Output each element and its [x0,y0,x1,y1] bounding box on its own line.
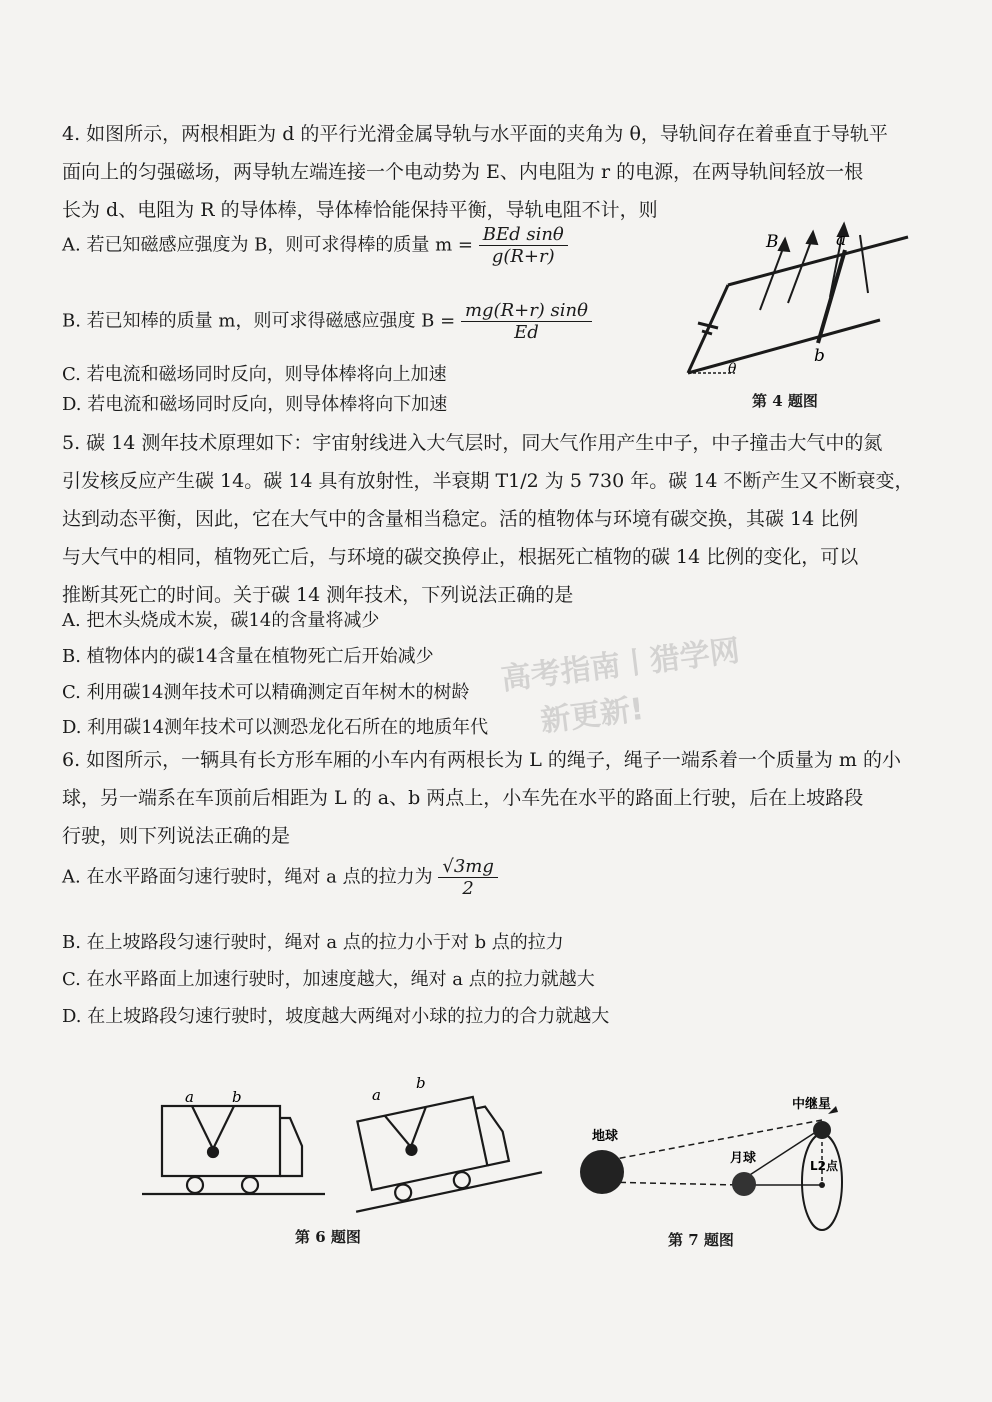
q6-wheel-2-flat [242,1177,258,1193]
q6-label-b-slope: b [416,1074,426,1092]
q6-option-d: D. 在上坡路段匀速行驶时，坡度越大两绳对小球的拉力的合力就越大 [62,1006,610,1027]
q6-option-a-fraction [438,856,498,899]
q7-figure-caption: 第 7 题图 [668,1231,734,1249]
q7-l2-point [819,1182,825,1188]
q6-option-a-text: A. 在水平路面匀速行驶时，绳对 a 点的拉力为 [62,866,433,888]
q7-relay-satellite [813,1121,831,1139]
q4-field-line-4 [860,235,868,293]
q6-option-c: C. 在水平路面上加速行驶时，加速度越大，绳对 a 点的拉力就越大 [62,969,595,990]
q4-option-a-fraction [479,224,568,267]
q4-label-theta: θ [728,361,737,377]
q6-option-a-numerator: √3mg [438,856,498,878]
q6-figure-caption: 第 6 题图 [295,1228,361,1246]
q5-option-a: A. 把木头烧成木炭，碳14的含量将减少 [62,610,380,631]
watermark-line-2: 新更新! [538,691,646,740]
q5-stem-line2: 引发核反应产生碳 14。碳 14 具有放射性，半衰期 T1/2 为 5 730 年。碳 14 不断产生又不断衰变， [62,470,914,492]
q4-option-a-text: A. 若已知磁感应强度为 B，则可求得棒的质量 m = [62,234,473,256]
q6-ball-slope [406,1144,418,1156]
q7-label-relay: 中继星 [792,1097,832,1112]
q6-rope-a-slope [385,1112,411,1151]
q4-option-b-text: B. 若已知棒的质量 m，则可求得磁感应强度 B = [62,310,456,332]
q4-label-B: B [766,232,779,252]
q5-option-b: B. 植物体内的碳14含量在植物死亡后开始减少 [62,646,434,667]
q6-cart-cab-flat [280,1118,302,1176]
q7-earth [580,1150,624,1194]
q4-figure [680,215,920,385]
q4-figure-caption: 第 4 题图 [752,392,818,410]
q6-option-a-denominator: 2 [462,878,474,899]
q6-wheel-1-flat [187,1177,203,1193]
q6-ground-slope [356,1172,542,1212]
q4-option-a-denominator: g(R+r) [491,246,555,267]
q5-stem-line1: 5. 碳 14 测年技术原理如下：宇宙射线进入大气层时，同大气作用产生中子，中子撞击大气中的氮 [62,432,883,454]
q7-label-l2: L2点 [810,1159,838,1173]
q4-battery-short [702,331,712,334]
q6-wheel-2-slope [452,1171,471,1190]
watermark-line-1: 高考指南丨猎学网 [499,633,742,698]
q4-stem-line2: 面向上的匀强磁场，两导轨左端连接一个电动势为 E、内电阻为 r 的电源，在两导轨间轻放一根 [62,161,864,183]
q6-stem [62,741,932,855]
q5-stem-line4: 与大气中的相同，植物死亡后，与环境的碳交换停止，根据死亡植物的碳 14 比例的变化，可以 [62,546,859,568]
q6-cart-box-flat [162,1106,280,1176]
q6-wheel-1-slope [394,1183,413,1202]
q4-stem [62,115,932,229]
q6-stem-line1: 6. 如图所示，一辆具有长方形车厢的小车内有两根长为 L 的绳子，绳子一端系着一个质量为 m 的小 [62,749,901,771]
q6-rope-a-flat [192,1106,213,1149]
q6-label-a-slope: a [372,1086,381,1104]
q7-line-earth-relay [600,1120,822,1162]
q5-stem [62,424,932,614]
q6-rope-b-flat [213,1106,234,1149]
q4-option-a-numerator: BEd sinθ [479,224,568,246]
q4-stem-line3: 长为 d、电阻为 R 的导体棒，导体棒恰能保持平衡，导轨电阻不计，则 [62,199,658,221]
q4-label-b: b [814,346,825,366]
q4-field-arrow-2 [807,232,817,244]
q7-label-moon: 月球 [730,1151,757,1166]
q4-field-arrow-1 [779,239,789,251]
q4-option-c: C. 若电流和磁场同时反向，则导体棒将向上加速 [62,364,447,385]
q4-rail-left [688,285,728,373]
q4-option-a [62,224,568,267]
q4-option-b-numerator: mg(R+r) sinθ [461,300,592,322]
q6-ball-flat [208,1147,218,1157]
q4-option-d: D. 若电流和磁场同时反向，则导体棒将向下加速 [62,394,448,415]
q5-stem-line5: 推断其死亡的时间。关于碳 14 测年技术，下列说法正确的是 [62,584,574,606]
q4-option-b-denominator: Ed [514,322,539,343]
q6-stem-line2: 球，另一端系在车顶前后相距为 L 的 a、b 两点上，小车先在水平的路面上行驶，后在上坡路段 [62,787,864,809]
q6-rope-b-slope [403,1107,433,1147]
q6-option-a [62,856,498,899]
q6-label-a-flat: a [185,1088,194,1106]
q7-moon [732,1172,756,1196]
q5-option-c: C. 利用碳14测年技术可以精确测定百年树木的树龄 [62,682,470,703]
q4-stem-line1: 4. 如图所示，两根相距为 d 的平行光滑金属导轨与水平面的夹角为 θ，导轨间存在着垂直于导轨平 [62,123,888,145]
q6-stem-line3: 行驶，则下列说法正确的是 [62,825,291,847]
q4-option-b-fraction [461,300,592,343]
q6-figure [140,1070,530,1200]
q6-label-b-flat: b [232,1088,242,1106]
q7-label-earth: 地球 [592,1129,619,1144]
q4-conductor-rod [818,250,845,343]
q5-stem-line3: 达到动态平衡，因此，它在大气中的含量相当稳定。活的植物体与环境有碳交换，其碳 14 比例 [62,508,859,530]
q7-figure [570,1090,870,1240]
q4-label-a: a [836,230,847,250]
q4-option-b [62,300,592,343]
q5-option-d: D. 利用碳14测年技术可以测恐龙化石所在的地质年代 [62,717,489,738]
q6-option-b: B. 在上坡路段匀速行驶时，绳对 a 点的拉力小于对 b 点的拉力 [62,932,564,953]
